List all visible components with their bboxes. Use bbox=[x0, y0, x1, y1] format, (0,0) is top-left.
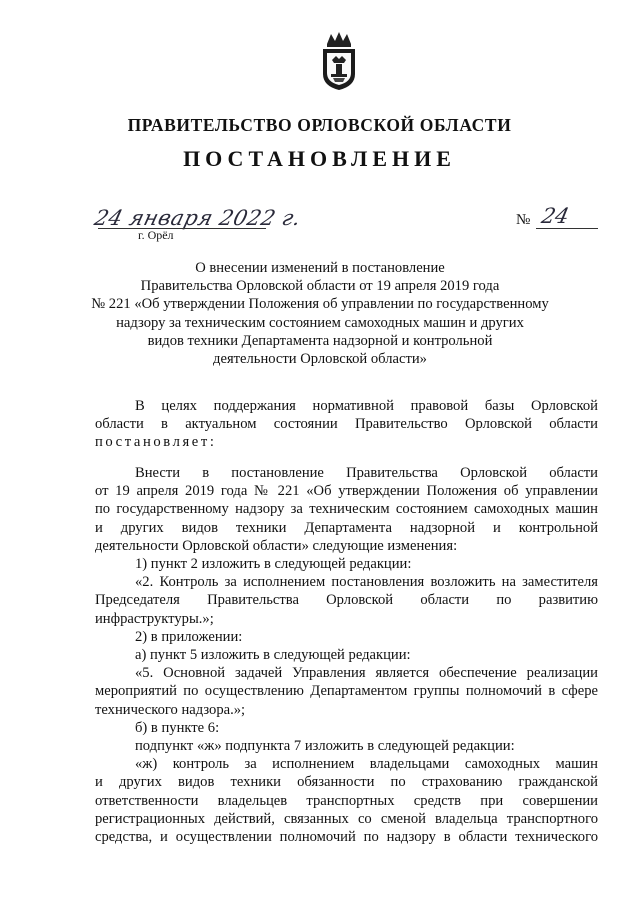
subject-line: видов техники Департамента надзорной и контрольной bbox=[147, 332, 493, 349]
body-line: «5. Основной задачей Управления является обеспечение реализации bbox=[135, 665, 598, 682]
body-line: мероприятий по осуществлению Департаментом группы полномочий в сфере bbox=[95, 683, 598, 700]
subject-line: № 221 «Об утверждении Положения об управлении по государственному bbox=[91, 296, 549, 313]
resolves-word: постановляет: bbox=[95, 434, 217, 451]
date-underline bbox=[98, 228, 266, 229]
body-text bbox=[95, 464, 598, 846]
body-line: ответственности владельцев транспортных средств при совершении bbox=[95, 792, 598, 809]
body-line: «ж) контроль за исполнением владельцами самоходных машин bbox=[135, 756, 598, 773]
body-line: технического надзора.»; bbox=[95, 701, 246, 718]
body-line: инфраструктуры.»; bbox=[95, 610, 214, 627]
body-line: 2) в приложении: bbox=[135, 628, 243, 645]
body-line: Внести в постановление Правительства Орловской области bbox=[135, 465, 598, 481]
handwritten-number: 24 bbox=[539, 204, 572, 228]
body-line: «2. Контроль за исполнением постановления возложить на заместителя bbox=[135, 574, 598, 591]
number-label: № bbox=[516, 212, 531, 228]
subject-line: деятельности Орловской области» bbox=[213, 351, 427, 368]
handwritten-date: 24 января 2022 г. bbox=[92, 206, 304, 230]
preamble-line: В целях поддержания нормативной правовой базы Орловской bbox=[135, 398, 598, 414]
body-line: средства, и осуществлении полномочий по надзору в области технического bbox=[95, 829, 598, 846]
coat-of-arms-icon bbox=[318, 30, 360, 92]
body-line: Председателя Правительства Орловской области по развитию bbox=[95, 592, 598, 609]
body-line: подпункт «ж» подпункта 7 изложить в следующей редакции: bbox=[135, 738, 515, 755]
organization-title: ПРАВИТЕЛЬСТВО ОРЛОВСКОЙ ОБЛАСТИ bbox=[127, 115, 512, 135]
city-label: г. Орёл bbox=[138, 228, 174, 242]
subject-line: О внесении изменений в постановление bbox=[195, 260, 445, 276]
document-type-heading: ПОСТАНОВЛЕНИЕ bbox=[183, 146, 456, 171]
preamble-line: области в актуальном состоянии Правительство Орловской области bbox=[95, 416, 598, 433]
body-line: б) в пункте 6: bbox=[135, 719, 220, 736]
body-line: и других видов техники Департамента надзорной и контрольной bbox=[95, 519, 598, 536]
preamble-paragraph bbox=[95, 397, 598, 452]
body-line: 1) пункт 2 изложить в следующей редакции: bbox=[135, 556, 412, 573]
body-line: деятельности Орловской области» следующие изменения: bbox=[95, 537, 458, 554]
subject-line: надзору за техническим состоянием самоходных машин и других bbox=[116, 314, 524, 331]
body-line: по государственному надзору за техническим состоянием самоходных машин bbox=[95, 501, 598, 518]
body-line: от 19 апреля 2019 года № 221 «Об утверждении Положения об управлении bbox=[95, 483, 598, 500]
body-line: и других видов техники обязанности по страхованию гражданской bbox=[95, 774, 598, 791]
subject-line: Правительства Орловской области от 19 апреля 2019 года bbox=[140, 278, 500, 295]
body-line: регистрационных действий, связанных со сменой владельца транспортного bbox=[95, 810, 598, 827]
document-subject bbox=[90, 259, 550, 368]
number-underline bbox=[536, 228, 598, 229]
body-line: а) пункт 5 изложить в следующей редакции: bbox=[135, 647, 411, 664]
